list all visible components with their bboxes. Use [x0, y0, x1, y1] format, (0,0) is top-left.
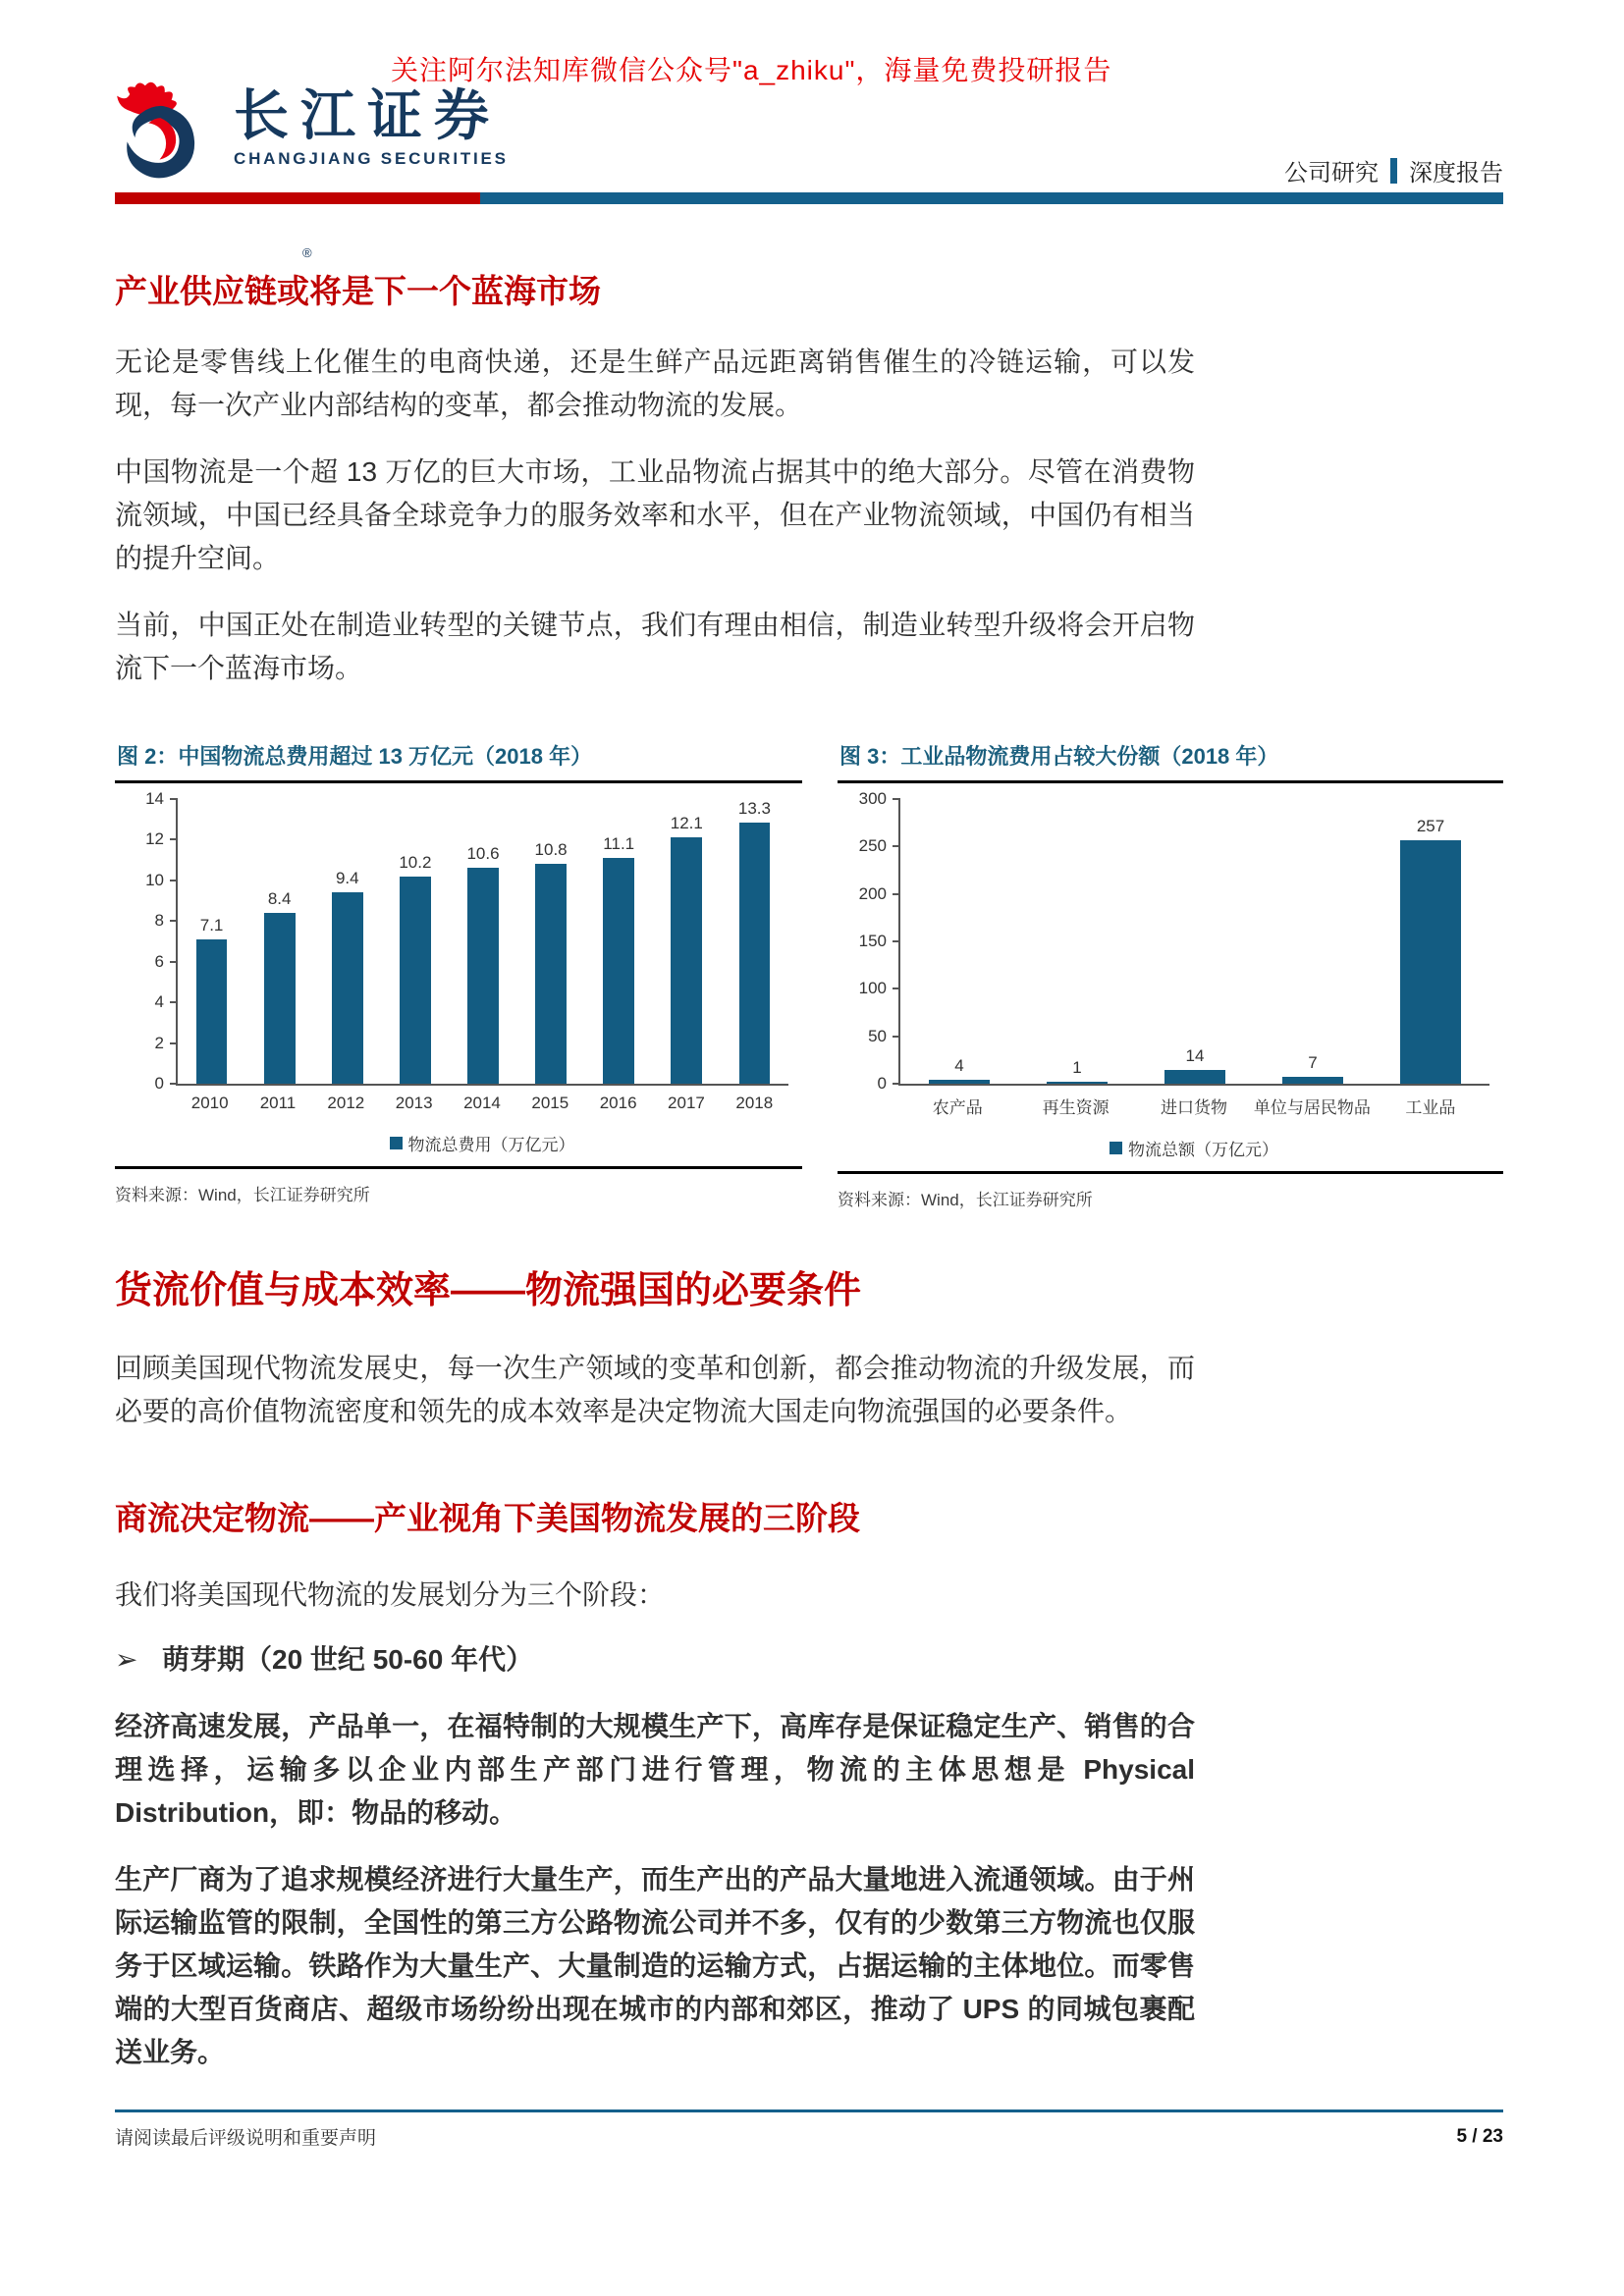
- bar: [332, 892, 363, 1084]
- x-tick-label: 进口货物: [1161, 1098, 1228, 1117]
- x-tick-label: 2017: [668, 1094, 705, 1112]
- bar-column: [381, 799, 449, 1084]
- figure-2: [115, 738, 802, 1210]
- section-title: 货流价值与成本效率——物流强国的必要条件: [115, 1270, 862, 1311]
- x-labels: [176, 1094, 788, 1113]
- paragraph: 生产厂商为了追求规模经济进行大量生产，而生产出的产品大量地进入流通领域。由于州际运输监管的限制，全国性的第三方公路物流公司并不多，仅有的少数第三方物流也仅服务于区域运输。铁路作为大量生产、大量制造的运输方式，占据运输的主体地位。而零售端的大型百货商店、超级市场纷纷出现在城市的内部和郊区，推动了 UPS 的同城包裹配送业务。: [115, 1864, 1195, 2068]
- y-tick-label: 2: [154, 1033, 164, 1052]
- y-tick-mark: [893, 798, 900, 800]
- bar-column: [1018, 799, 1136, 1084]
- figure-title: 图 3：工业品物流费用占较大份额（2018 年）: [839, 744, 1279, 769]
- bar: [467, 868, 499, 1084]
- paragraph: 当前，中国正处在制造业转型的关键节点，我们有理由相信，制造业转型升级将会开启物流下一个蓝海市场。: [115, 610, 1195, 684]
- bullet-item: [115, 1640, 1195, 1680]
- y-tick-mark: [170, 920, 178, 922]
- chart-legend: [898, 1136, 1489, 1159]
- plot-area: [858, 789, 1489, 1093]
- bar: [400, 877, 431, 1084]
- bar-chart-total-logistics-cost: [115, 783, 802, 1154]
- bar-column: [653, 799, 721, 1084]
- bar: [1282, 1077, 1343, 1084]
- value-label: 1: [1072, 1057, 1082, 1077]
- y-tick-mark: [893, 1036, 900, 1038]
- report-type: 深度报告: [1409, 160, 1503, 187]
- footer-disclaimer: 请阅读最后评级说明和重要声明: [115, 2128, 377, 2149]
- x-tick-label: 2013: [395, 1094, 433, 1112]
- value-label: 10.8: [534, 840, 568, 860]
- bar-column: [245, 799, 313, 1084]
- y-tick-mark: [170, 1083, 178, 1085]
- category-separator: [1390, 158, 1397, 184]
- value-label: 8.4: [267, 889, 292, 908]
- subsection-title: 商流决定物流——产业视角下美国物流发展的三阶段: [115, 1500, 860, 1536]
- x-tick-label: 单位与居民物品: [1253, 1098, 1371, 1117]
- y-tick-label: 250: [858, 836, 887, 856]
- paragraph: 无论是零售线上化催生的电商快递，还是生鲜产品远距离销售催生的冷链运输，可以发现，每一次产业内部结构的变革，都会推动物流的发展。: [115, 347, 1195, 421]
- y-tick-mark: [170, 1001, 178, 1003]
- footer: [115, 2123, 1503, 2150]
- x-tick-label: 2011: [259, 1094, 297, 1112]
- legend-label: 物流总费用（万亿元）: [407, 1135, 575, 1154]
- value-label: 11.1: [603, 834, 635, 854]
- paragraph: 中国物流是一个超 13 万亿的巨大市场，工业品物流占据其中的绝大部分。尽管在消费物流领域，中国已经具备全球竞争力的服务效率和水平，但在产业物流领域，中国仍有相当的提升空间。: [115, 456, 1195, 574]
- bar-column: [721, 799, 788, 1084]
- bar: [196, 939, 228, 1084]
- value-label: 12.1: [670, 814, 703, 833]
- bar: [739, 823, 771, 1084]
- bar: [1164, 1070, 1225, 1084]
- bar-columns: [178, 799, 788, 1084]
- page-number: 5 / 23: [1456, 2125, 1503, 2147]
- section-three-stages: [115, 1498, 1195, 2098]
- bar-column: [1254, 799, 1372, 1084]
- y-tick-mark: [893, 940, 900, 942]
- bar-column: [178, 799, 245, 1084]
- y-tick-label: 200: [858, 883, 887, 903]
- value-label: 9.4: [335, 869, 359, 888]
- x-labels: [898, 1094, 1489, 1118]
- x-tick-label: 2018: [735, 1094, 774, 1112]
- y-tick-label: 10: [145, 870, 164, 889]
- value-label: 13.3: [737, 799, 771, 818]
- figure-title: 图 2：中国物流总费用超过 13 万亿元（2018 年）: [117, 744, 593, 769]
- report-category: 公司研究: [1284, 160, 1379, 187]
- x-tick-label: 工业品: [1405, 1098, 1456, 1117]
- y-tick-label: 150: [858, 932, 887, 950]
- y-tick-mark: [170, 961, 178, 963]
- header-divider-red-segment: [115, 192, 480, 204]
- bar-column: [900, 799, 1018, 1084]
- bar: [1047, 1082, 1108, 1084]
- bar: [603, 858, 634, 1084]
- y-tick-label: 14: [145, 789, 164, 808]
- bar: [671, 837, 702, 1084]
- paragraph: 经济高速发展，产品单一，在福特制的大规模生产下，高库存是保证稳定生产、销售的合理选择，运输多以企业内部生产部门进行管理，物流的主体思想是 Physical Distribution，即：物品的移动。: [115, 1711, 1195, 1829]
- y-tick-label: 12: [145, 829, 164, 849]
- bar-columns: [900, 799, 1489, 1084]
- y-tick-label: 300: [858, 789, 887, 808]
- y-tick-mark: [170, 838, 178, 840]
- y-tick-label: 100: [858, 979, 887, 998]
- paragraph: 回顾美国现代物流发展史，每一次生产领域的变革和创新，都会推动物流的升级发展，而必要的高价值物流密度和领先的成本效率是决定物流大国走向物流强国的必要条件。: [115, 1352, 1195, 1426]
- value-label: 14: [1185, 1046, 1205, 1066]
- legend-swatch-icon: [390, 1137, 403, 1149]
- y-tick-label: 0: [877, 1074, 887, 1093]
- bar-column: [585, 799, 653, 1084]
- chart-legend: [176, 1131, 788, 1154]
- x-tick-label: 2015: [531, 1094, 569, 1112]
- y-tick-mark: [893, 988, 900, 989]
- figure-source: 资料来源：Wind，长江证券研究所: [838, 1191, 1093, 1209]
- value-label: 4: [954, 1056, 964, 1076]
- bar: [264, 913, 296, 1084]
- bar-column: [517, 799, 585, 1084]
- x-tick-label: 2010: [190, 1094, 229, 1112]
- bar-chart-industrial-share: [838, 783, 1503, 1159]
- paragraph: 我们将美国现代物流的发展划分为三个阶段：: [115, 1579, 666, 1611]
- brand-name: [234, 80, 509, 169]
- y-tick-mark: [170, 880, 178, 881]
- section-freight-value: [115, 1268, 1195, 1457]
- brand-name-cn: 长江证券: [234, 84, 501, 146]
- brand-name-en: CHANGJIANG SECURITIES: [234, 149, 509, 168]
- value-label: 10.6: [466, 844, 500, 864]
- figures-row: [115, 738, 1503, 1210]
- y-tick-label: 0: [154, 1074, 164, 1093]
- section-blue-ocean: [115, 271, 1195, 714]
- brand-emblem-icon: [108, 80, 312, 260]
- registered-mark: ®: [302, 245, 312, 260]
- bar-column: [313, 799, 381, 1084]
- y-tick-label: 50: [868, 1026, 887, 1045]
- value-label: 7: [1308, 1053, 1318, 1073]
- header-divider-blue-segment: [480, 192, 1503, 204]
- figure-3: [838, 738, 1503, 1210]
- x-tick-label: 2016: [599, 1094, 637, 1112]
- x-tick-label: 2012: [327, 1094, 365, 1112]
- value-label: 7.1: [199, 915, 224, 934]
- y-tick-mark: [170, 1042, 178, 1044]
- figure-source: 资料来源：Wind，长江证券研究所: [115, 1186, 370, 1204]
- section-title: 产业供应链或将是下一个蓝海市场: [115, 273, 601, 309]
- y-tick-mark: [893, 845, 900, 847]
- y-tick-label: 8: [154, 911, 164, 931]
- legend-label: 物流总额（万亿元）: [1128, 1140, 1278, 1159]
- value-label: 257: [1416, 816, 1445, 835]
- plot-area: [145, 789, 788, 1093]
- y-tick-mark: [170, 798, 178, 800]
- brand-logo: [108, 80, 509, 260]
- value-label: 10.2: [399, 852, 432, 872]
- legend-swatch-icon: [1110, 1142, 1122, 1154]
- report-classification: [1284, 153, 1503, 187]
- bar-column: [1136, 799, 1254, 1084]
- y-tick-label: 4: [154, 992, 164, 1012]
- y-tick-mark: [893, 893, 900, 895]
- bar: [929, 1080, 990, 1084]
- x-tick-label: 2014: [463, 1094, 501, 1112]
- bar-column: [449, 799, 516, 1084]
- header-divider: [115, 192, 1503, 204]
- x-tick-label: 再生资源: [1042, 1098, 1110, 1117]
- x-tick-label: 农产品: [932, 1098, 983, 1117]
- bar: [535, 864, 567, 1084]
- footer-divider: [115, 2109, 1503, 2112]
- bullet-text: 萌芽期（20 世纪 50-60 年代）: [162, 1644, 534, 1676]
- y-tick-mark: [893, 1083, 900, 1085]
- bar-column: [1372, 799, 1489, 1084]
- bar: [1400, 840, 1461, 1084]
- arrow-bullet-icon: ➢: [115, 1644, 138, 1676]
- promo-banner-text: 关注阿尔法知库微信公众号"a_zhiku"，海量免费投研报告: [391, 55, 1112, 85]
- y-tick-label: 6: [154, 951, 164, 971]
